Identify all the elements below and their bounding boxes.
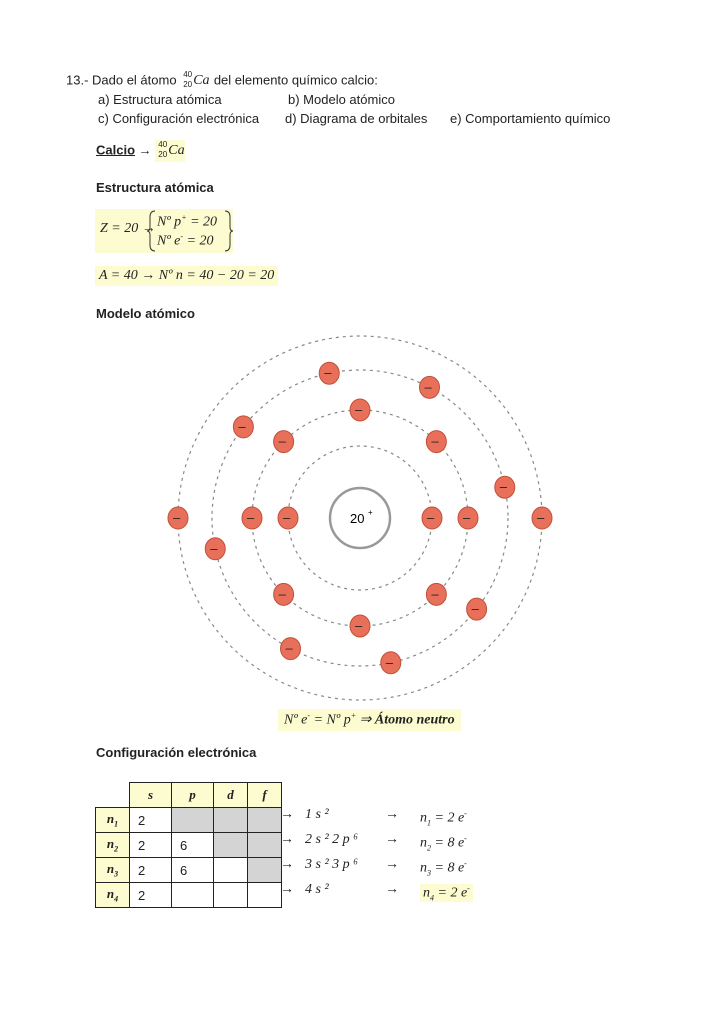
calcio-isotope (155, 140, 185, 162)
svg-text:–: – (210, 540, 218, 556)
orbital-row-3 (96, 858, 282, 883)
item-d: d) Diagrama de orbitales (285, 111, 428, 126)
result-arrow: → (385, 807, 399, 822)
calcio-arrow: → (138, 142, 152, 158)
electron (458, 507, 478, 529)
calcio-line (96, 140, 185, 162)
svg-text:–: – (355, 402, 363, 417)
svg-text:–: – (431, 586, 439, 602)
electron (281, 638, 301, 660)
exercise-intro: 13.- Dado el átomo (66, 72, 177, 88)
config-expression: 2 s ² 2 p ⁶ (305, 832, 359, 847)
orbital-cell (248, 883, 282, 908)
calcio-z: 20 (158, 150, 168, 159)
result-arrow: → (385, 832, 399, 847)
neutral-sup2: + (350, 711, 357, 720)
svg-text:–: – (499, 479, 508, 495)
svg-text:–: – (324, 365, 332, 381)
result-arrow: → (385, 857, 399, 872)
svg-text:–: – (424, 379, 432, 395)
orbital-cell: 2 (130, 833, 172, 858)
svg-text:–: – (173, 510, 181, 525)
shell-electron-count: $n_1 = 2$ e- (420, 809, 467, 828)
col-f: f (248, 783, 282, 808)
item-b: b) Modelo atómico (288, 92, 395, 107)
isotope-notation (180, 70, 210, 92)
orbital-cell: 2 (130, 808, 172, 833)
orbital-cell: 2 (130, 858, 172, 883)
neutral-atom-statement (278, 709, 461, 731)
config-arrow: → (280, 857, 294, 872)
item-a: a) Estructura atómica (98, 92, 222, 107)
svg-text:–: – (247, 510, 255, 525)
z-expression: Z = 20 → (100, 221, 156, 236)
orbital-cell (214, 883, 248, 908)
electron (274, 431, 294, 453)
orbital-cell: 2 (130, 883, 172, 908)
calcio-symbol: Ca (168, 143, 185, 158)
svg-text:–: – (285, 640, 293, 656)
electron (426, 431, 446, 453)
protons-line (157, 213, 217, 231)
electron (278, 507, 298, 529)
protons-pre: Nº p (157, 214, 182, 230)
electrons-sup: - (180, 232, 184, 241)
electron (274, 583, 294, 605)
orbital-header-row (96, 783, 282, 808)
row-label: $n_2$ (96, 833, 130, 858)
item-c: c) Configuración electrónica (98, 111, 260, 126)
orbital-row-1 (96, 808, 282, 833)
svg-text:–: – (385, 654, 394, 670)
electron (168, 507, 188, 529)
col-s: s (130, 783, 172, 808)
orbital-row-4 (96, 883, 282, 908)
shell-electron-count: $n_3 = 8$ e- (420, 859, 467, 878)
electrons-val: = 20 (183, 233, 214, 249)
exercise-statement (66, 70, 378, 92)
config-arrow: → (280, 882, 294, 897)
row-label: $n_4$ (96, 883, 130, 908)
neutral-text: Átomo neutro (374, 712, 455, 728)
estructura-heading: Estructura atómica (96, 180, 214, 195)
exercise-intro-tail: del elemento químico calcio: (213, 72, 378, 88)
protons-sup: + (181, 213, 187, 222)
svg-text:–: – (537, 510, 545, 525)
svg-text:–: – (278, 586, 286, 602)
configuracion-heading: Configuración electrónica (96, 745, 257, 760)
row-label: $n_3$ (96, 858, 130, 883)
svg-text:–: – (471, 601, 479, 617)
isotope-mass: 40 (183, 70, 193, 79)
orbital-cell: 6 (172, 858, 214, 883)
electron (350, 399, 370, 421)
electron (242, 507, 262, 529)
isotope-symbol: Ca (193, 73, 210, 88)
electron (319, 362, 339, 384)
atom-model-diagram (173, 330, 560, 700)
svg-text:–: – (355, 618, 363, 633)
neutral-mid: = Nº p (310, 712, 351, 728)
modelo-heading: Modelo atómico (96, 306, 195, 321)
neutral-pre: Nº e (284, 712, 308, 728)
svg-text:–: – (463, 510, 471, 525)
nucleus-charge-sign: + (368, 508, 373, 517)
electron (205, 538, 225, 560)
calcio-mass: 40 (158, 140, 168, 149)
electron (532, 507, 552, 529)
orbital-cell (214, 833, 248, 858)
config-expression: 1 s ² (305, 807, 329, 822)
config-arrow: → (280, 807, 294, 822)
estructura-z-box (95, 209, 233, 253)
config-expression: 4 s ² (305, 882, 329, 897)
svg-text:–: – (431, 433, 439, 449)
calcio-label: Calcio (96, 142, 136, 158)
electron (419, 376, 439, 398)
row-label: $n_1$ (96, 808, 130, 833)
electron (426, 583, 446, 605)
neutral-arrow: ⇒ (356, 712, 375, 728)
orbital-cell (248, 833, 282, 858)
shell-electron-count: $n_4 = 2$ e- (420, 884, 473, 902)
mass-expression: A = 40 → Nº n = 40 − 20 = 20 (95, 266, 278, 286)
electron (381, 652, 401, 674)
svg-text:–: – (238, 418, 246, 434)
shell-electron-count: $n_2 = 8$ e- (420, 834, 467, 853)
orbital-cell (172, 883, 214, 908)
item-e: e) Comportamiento químico (450, 111, 611, 126)
orbital-cell (248, 858, 282, 883)
col-d: d (214, 783, 248, 808)
orbital-cell (248, 808, 282, 833)
electron (422, 507, 442, 529)
result-arrow: → (385, 882, 399, 897)
electrons-line (157, 232, 214, 250)
orbital-cell (214, 858, 248, 883)
svg-text:–: – (283, 510, 291, 525)
neutral-sup1: - (307, 711, 311, 720)
config-expression: 3 s ² 3 p ⁶ (305, 857, 359, 872)
svg-text:–: – (278, 433, 286, 449)
nucleus-charge: 20 (350, 511, 365, 526)
orbital-table (95, 782, 282, 908)
orbital-row-2 (96, 833, 282, 858)
electron (495, 476, 515, 498)
electron (233, 416, 253, 438)
orbital-cell (172, 808, 214, 833)
electron (467, 598, 487, 620)
electron (350, 615, 370, 637)
isotope-z: 20 (183, 80, 193, 89)
electrons-pre: Nº e (157, 233, 181, 249)
config-arrow: → (280, 832, 294, 847)
svg-text:–: – (427, 510, 435, 525)
orbital-cell (214, 808, 248, 833)
col-p: p (172, 783, 214, 808)
corner-cell (96, 783, 130, 808)
protons-val: = 20 (186, 214, 218, 230)
orbital-cell: 6 (172, 833, 214, 858)
